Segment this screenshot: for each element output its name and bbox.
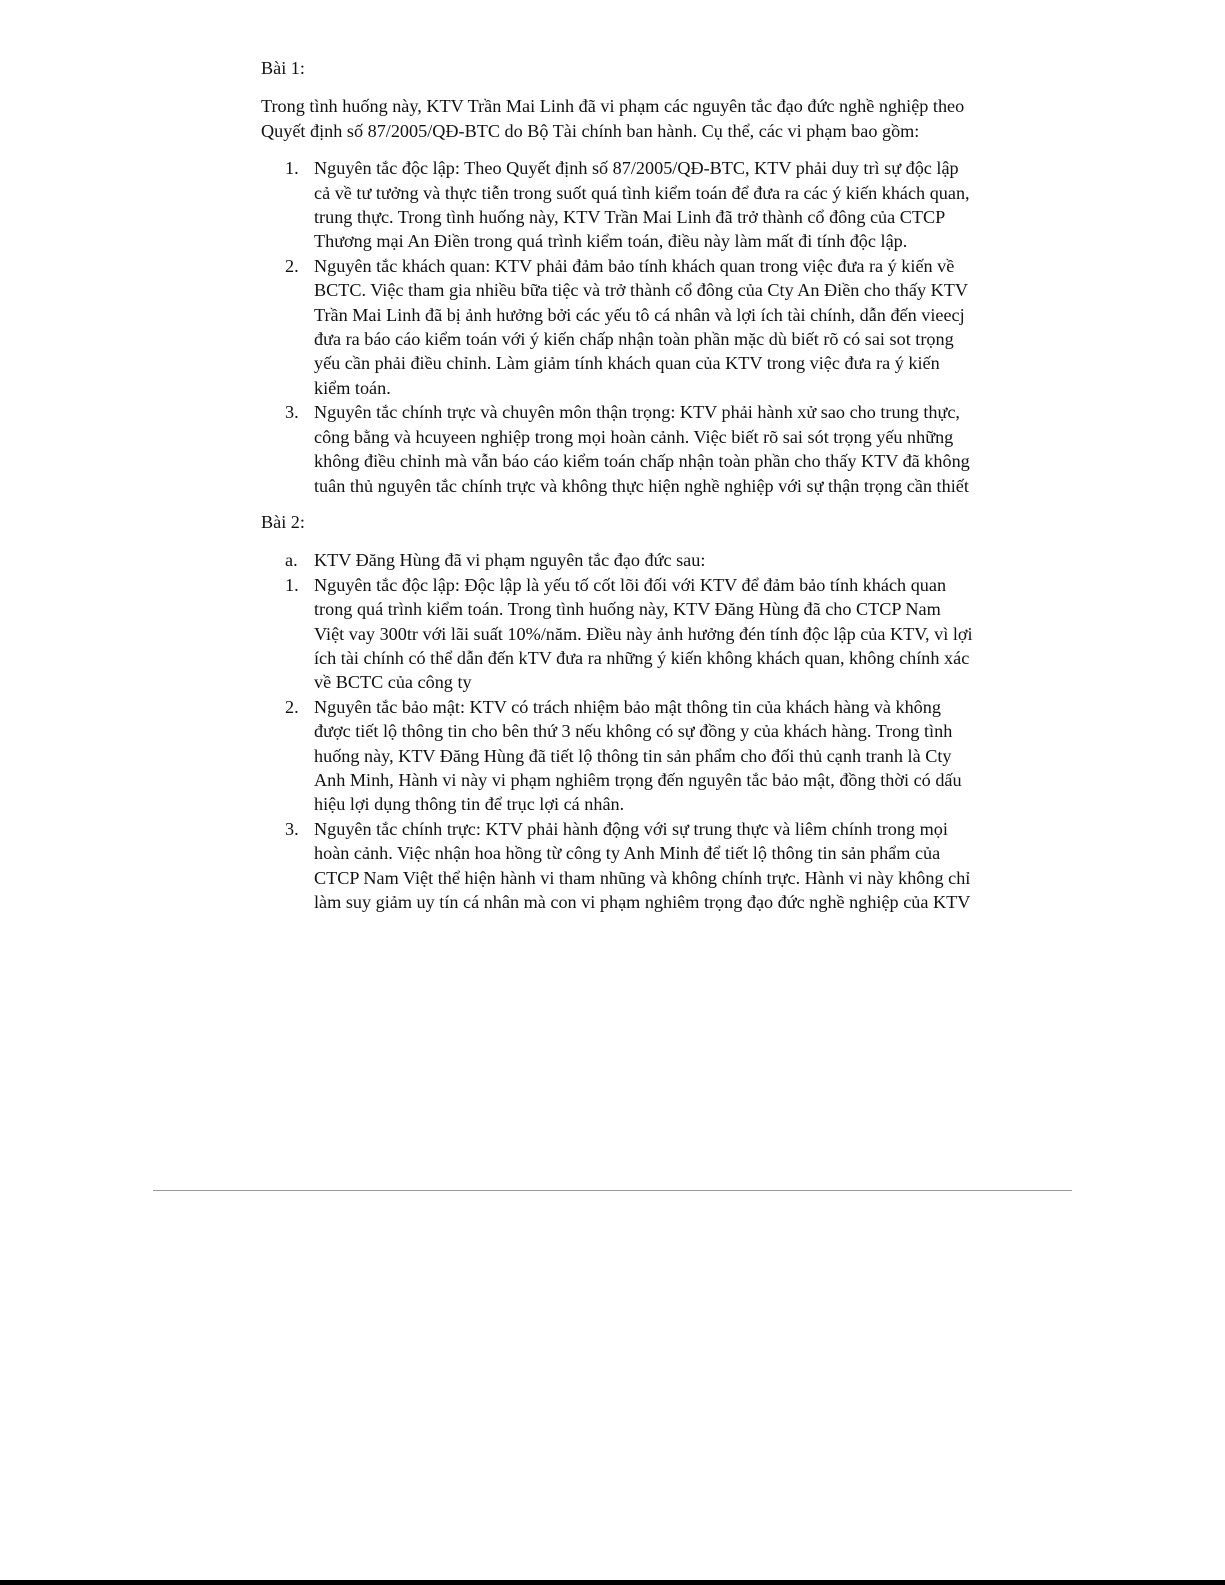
section-1-heading: Bài 1:	[261, 58, 305, 78]
section-2-list	[261, 573, 973, 915]
list-marker: 2.	[285, 255, 299, 276]
list-item-text: Nguyên tắc chính trực và chuyên môn thận trọng: KTV phải hành xử sao cho trung thực, công bằng và hcuyeen nghiệp trong mọi hoàn cảnh. Việc biết rõ sai sót trọng yếu những không điều chỉnh mà vẫn báo cáo kiểm toán chấp nhận toàn phần cho thấy KTV đã không tuân thủ nguyên tắc chính trực và không thực hiện nghề nghiệp với sự thận trọng cần thiết	[314, 402, 970, 496]
list-marker: 1.	[285, 574, 299, 595]
list-marker: 2.	[285, 696, 299, 717]
list-item-text: Nguyên tắc bảo mật: KTV có trách nhiệm bảo mật thông tin của khách hàng và không được tiết lộ thông tin cho bên thứ 3 nếu không có sự đồng y của khách hàng. Trong tình huống này, KTV Đăng Hùng đã tiết lộ thông tin sản phẩm cho đối thủ cạnh tranh là Cty Anh Minh, Hành vi này vi phạm nghiêm trọng đến nguyên tắc bảo mật, đồng thời có dấu hiệu lợi dụng thông tin để trục lợi cá nhân.	[314, 696, 962, 815]
sub-item-text: KTV Đăng Hùng đã vi phạm nguyên tắc đạo đức sau:	[314, 550, 706, 571]
section-2-sublist	[261, 548, 973, 572]
section-1-list	[261, 156, 973, 498]
list-item	[261, 400, 973, 498]
document-body	[261, 56, 973, 914]
bottom-edge-bar	[0, 1580, 1225, 1585]
page-break-divider	[153, 1190, 1072, 1191]
list-marker: 3.	[285, 818, 299, 839]
list-item	[261, 573, 973, 695]
list-item	[261, 156, 973, 254]
list-item-text: Nguyên tắc chính trực: KTV phải hành động với sự trung thực và liêm chính trong mọi hoàn cảnh. Việc nhận hoa hồng từ công ty Anh Minh để tiết lộ thông tin sản phẩm của CTCP Nam Việt thể hiện hành vi tham nhũng và không chính trực. Hành vi này không chỉ làm suy giảm uy tín cá nhân mà con vi phạm nghiêm trọng đạo đức nghề nghiệp của KTV	[314, 818, 971, 912]
list-item	[261, 254, 973, 400]
section-1-intro: Trong tình huống này, KTV Trần Mai Linh đã vi phạm các nguyên tắc đạo đức nghề nghiệp theo Quyết định số 87/2005/QĐ-BTC do Bộ Tài chính ban hành. Cụ thể, các vi phạm bao gồm:	[261, 96, 965, 141]
sub-item	[261, 548, 973, 572]
list-item	[261, 695, 973, 817]
sub-item-marker: a.	[285, 550, 298, 571]
list-marker: 1.	[285, 158, 299, 179]
section-2-heading: Bài 2:	[261, 511, 305, 532]
list-item-text: Nguyên tắc độc lập: Theo Quyết định số 87/2005/QĐ-BTC, KTV phải duy trì sự độc lập cả về tư tưởng và thực tiễn trong suốt quá tình kiểm toán để đưa ra các ý kiến khách quan, trung thực. Trong tình huống này, KTV Trần Mai Linh đã trở thành cổ đông của CTCP Thương mại An Điền trong quá trình kiểm toán, điều này làm mất đi tính độc lập.	[314, 158, 970, 252]
list-marker: 3.	[285, 402, 299, 423]
list-item-text: Nguyên tắc độc lập: Độc lập là yếu tố cốt lõi đối với KTV để đảm bảo tính khách quan trong quá trình kiểm toán. Trong tình huống này, KTV Đăng Hùng đã cho CTCP Nam Việt vay 300tr với lãi suất 10%/năm. Điều này ảnh hưởng đén tính độc lập của KTV, vì lợi ích tài chính có thể dẫn đến kTV đưa ra những ý kiến không khách quan, không chính xác về BCTC của công ty	[314, 574, 973, 693]
list-item-text: Nguyên tắc khách quan: KTV phải đảm bảo tính khách quan trong việc đưa ra ý kiến về BCTC. Việc tham gia nhiều bữa tiệc và trở thành cổ đông của Cty An Điền cho thấy KTV Trần Mai Linh đã bị ảnh hưởng bởi các yếu tô cá nhân và lợi ích tài chính, dẫn đến vieecj đưa ra báo cáo kiểm toán với ý kiến chấp nhận toàn phần mặc dù biết rõ có sai sot trọng yếu cần phải điều chỉnh. Làm giảm tính khách quan của KTV trong việc đưa ra ý kiến kiểm toán.	[314, 255, 968, 398]
list-item	[261, 817, 973, 915]
